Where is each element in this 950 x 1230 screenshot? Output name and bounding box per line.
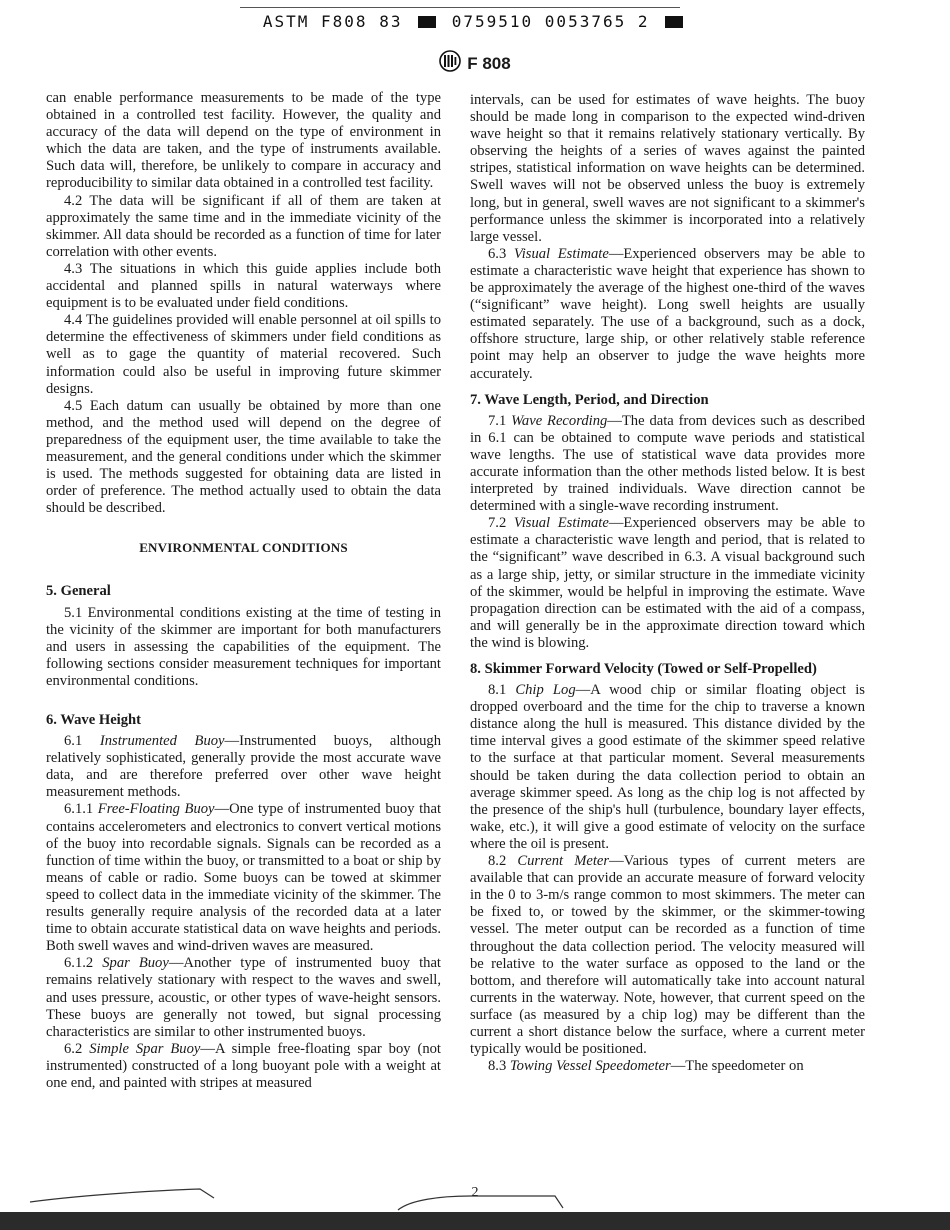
heading-5-general: 5. General <box>46 583 111 600</box>
header-code-2: 0759510 0053765 2 <box>451 12 650 31</box>
footer-scan-strokes <box>0 1186 950 1212</box>
paragraph-7-2: 7.2 Visual Estimate—Experienced observers may be able to estimate a characteristic wave length and period, that is related to the “significant” wave described in 6.3. A visual background such as a large ship, jetty, or similar structure in the immediate vicinity of the skimmer, would be helpful in improving the estimate. Wave propagation direction can be estimated with the aid of a compass, and will generally be in the approximate direction toward which the wind is blowing. <box>470 515 865 651</box>
paragraph-4-5: 4.5 Each datum can usually be obtained by more than one method, and the method used will depend on the degree of preparedness of the equipment user, the time available to take the measurement, and the general conditions under which the skimmer is used. The methods suggested for obtaining data are listed in order of preference. The method actually used to obtain the data should be described. <box>46 397 441 517</box>
paragraph-8-1: 8.1 Chip Log—A wood chip or similar floating object is dropped overboard and the time for the chip to traverse a known distance along the hull is measured. This distance divided by the time interval gives a good estimate of the skimmer speed relative to the surface at that particular moment. Several measurements should be taken during the data collection period to obtain an average skimmer speed. As long as the chip log is not affected by the presence of the ship's hull (turbulence, boundary layer effects, wake, etc.), it will give a good estimate of velocity on the surface where the oil is present. <box>470 682 865 852</box>
paragraph-8-2: 8.2 Current Meter—Various types of current meters are available that can provide an accurate measure of forward velocity in the 0 to 3-m/s range common to most skimmers. The meter can be fixed to, or towed by the skimmer, or the skimmer-towing vessel. The meter output can be recorded as a function of time throughout the data collection period. The velocity measured will be relative to the water surface as opposed to the land or the bottom, and therefore will automatically take into account natural currents in the waterway. Note, however, that current speed on the surface (as measured by a chip log) may be different than the current a short distance below the surface, where a current meter typically would be positioned. <box>470 853 865 1058</box>
paragraph-4-3: 4.3 The situations in which this guide applies include both accidental and planned spills in natural waterways where equipment is to be evaluated under field conditions. <box>46 260 441 312</box>
paragraph-6-2: 6.2 Simple Spar Buoy—A simple free-floating spar boy (not instrumented) constructed of a long buoyant pole with a weight at one end, and painted with stripes at measured <box>46 1040 441 1091</box>
paragraph-4-4: 4.4 The guidelines provided will enable personnel at oil spills to determine the effectiveness of skimmers under field conditions as well as to gage the quantity of material recovered. Such information could also be useful in improving future skimmer designs. <box>46 312 441 397</box>
paragraph-5-1: 5.1 Environmental conditions existing at the time of testing in the vicinity of the skimmer are important for both manufacturers and users in assessing the capabilities of the equipment. The following sections consider measurement techniques for important environmental conditions. <box>46 604 441 689</box>
left-column <box>46 90 441 1092</box>
paragraph-6-1: 6.1 Instrumented Buoy—Instrumented buoys, although relatively sophisticated, generally provide the most accurate wave data, and are therefore preferred over other wave height measurement methods. <box>46 733 441 801</box>
paragraph-4-2: 4.2 The data will be significant if all of them are taken at approximately the same time and in the immediate vicinity of the skimmer. All data should be recorded as a function of time for later correlation with other events. <box>46 192 441 260</box>
paragraph-6-1-1: 6.1.1 Free-Floating Buoy—One type of instrumented buoy that contains accelerometers and electronics to convert vertical motions of the buoy into recordable signals. Signals can be recorded as a function of time within the buoy, or transmitted to a boat or ship by means of cable or radio. Some buoys can be towed at skimmer speed to collect data in the immediate vicinity of the skimmer. The results generally require analysis of the recorded data at a later time to obtain accurate statistical data on wave heights and periods. Both swell waves and wind-driven waves are measured. <box>46 801 441 955</box>
paragraph: can enable performance measurements to be made of the type obtained in a controlled test facility. However, the quality and accuracy of the data will depend on the type of environment in which the data are taken, and the type of instruments available. Such data will, therefore, be unlikely to compare in accuracy and reproducibility to similar data obtained in a controlled test facility. <box>46 90 441 192</box>
paragraph-6-1-2: 6.1.2 Spar Buoy—Another type of instrumented buoy that remains relatively stationary with respect to the waves and swell, and uses pressure, acoustic, or other types of wave-height sensors. These buoys are generally not towed, but signal processing characteristics are similar to other instrumented buoys. <box>46 955 441 1040</box>
right-column <box>470 92 865 1075</box>
heading-8-skimmer-velocity: 8. Skimmer Forward Velocity (Towed or Self-Propelled) <box>470 661 817 677</box>
standard-designation: F 808 <box>467 54 511 73</box>
black-block-mark <box>418 16 436 28</box>
astm-logo-icon <box>439 50 461 72</box>
paragraph: intervals, can be used for estimates of wave heights. The buoy should be made long in comparison to the expected wind-driven wave height so that it remains relatively stationary vertically. By observing the heights of a series of waves against the painted stripes, statistical information on wave heights can be determined. Swell waves will not be observed unless the buoy is extremely long, but in general, swell waves are not significant to a skimmer's performance unless the skimmer is incorporated into a relatively large vessel. <box>470 92 865 245</box>
page-number: 2 <box>471 1185 479 1200</box>
document-code-header <box>0 12 950 31</box>
black-block-mark <box>665 16 683 28</box>
paragraph-7-1: 7.1 Wave Recording—The data from devices such as described in 6.1 can be obtained to compute wave periods and statistical wave lengths. The use of statistical wave data provides more accurate information than the other methods listed below. It is best interpreted by trained individuals. Wave direction cannot be determined with a single-wave recording instrument. <box>470 412 865 515</box>
top-rule <box>240 7 680 8</box>
paragraph-8-3: 8.3 Towing Vessel Speedometer—The speedometer on <box>488 1058 804 1075</box>
header-code-1: ASTM F808 83 <box>262 12 403 31</box>
section-heading-environmental: ENVIRONMENTAL CONDITIONS <box>139 540 348 556</box>
paragraph-6-3: 6.3 Visual Estimate—Experienced observers may be able to estimate a characteristic wave height that experience has shown to be approximately the average of the highest one-third of the waves (“significant” wave height). Long swell heights are usually estimated separately. The use of a background, such as a dock, offshore structure, large ship, or other relatively stable reference point may help an observer to judge the wave heights more accurately. <box>470 245 865 382</box>
astm-logo-header <box>0 50 950 74</box>
heading-6-wave-height: 6. Wave Height <box>46 712 141 728</box>
scan-edge-strip <box>0 1212 950 1230</box>
heading-7-wave-length: 7. Wave Length, Period, and Direction <box>470 391 709 408</box>
